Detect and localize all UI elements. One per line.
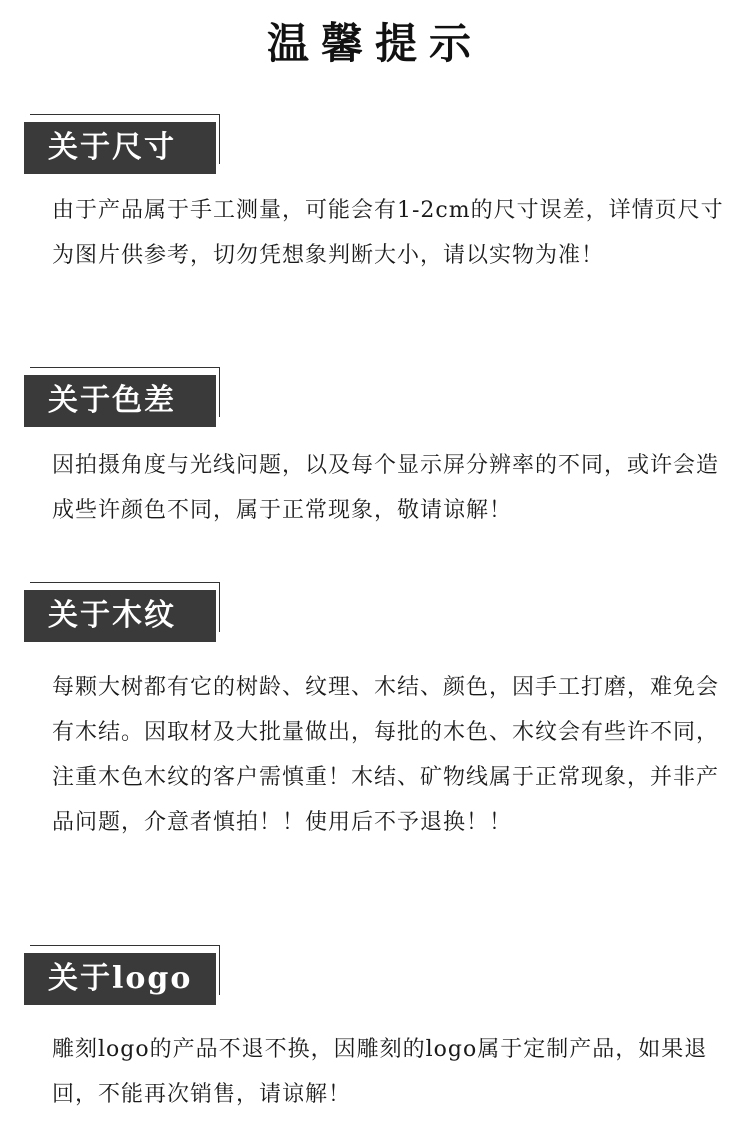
section-text: 由于产品属于手工测量，可能会有1-2cm的尺寸误差，详情页尺寸为图片供参考，切勿凭想象判断大小，请以实物为准！ (52, 198, 724, 268)
section-text: 因拍摄角度与光线问题，以及每个显示屏分辨率的不同，或许会造成些许颜色不同，属于正常现象，敬请谅解！ (52, 453, 720, 523)
section-heading: 关于logo (24, 953, 216, 1005)
section-text: 雕刻logo的产品不退不换，因雕刻的logo属于定制产品，如果退回，不能再次销售，请谅解！ (52, 1037, 708, 1107)
section-heading: 关于尺寸 (24, 122, 216, 174)
section-heading-block (24, 367, 224, 427)
section-heading-block (24, 945, 224, 1005)
section-text: 每颗大树都有它的树龄、纹理、木结、颜色，因手工打磨，难免会有木结。因取材及大批量做出，每批的木色、木纹会有些许不同，注重木色木纹的客户需慎重！木结、矿物线属于正常现象，并非产品问题，介意者慎拍！！使用后不予退换！！ (52, 675, 720, 835)
section-heading-block (24, 582, 224, 642)
section-heading-block (24, 114, 224, 174)
section-heading: 关于木纹 (24, 590, 216, 642)
section-heading: 关于色差 (24, 375, 216, 427)
page-title: 温馨提示 (266, 19, 483, 68)
